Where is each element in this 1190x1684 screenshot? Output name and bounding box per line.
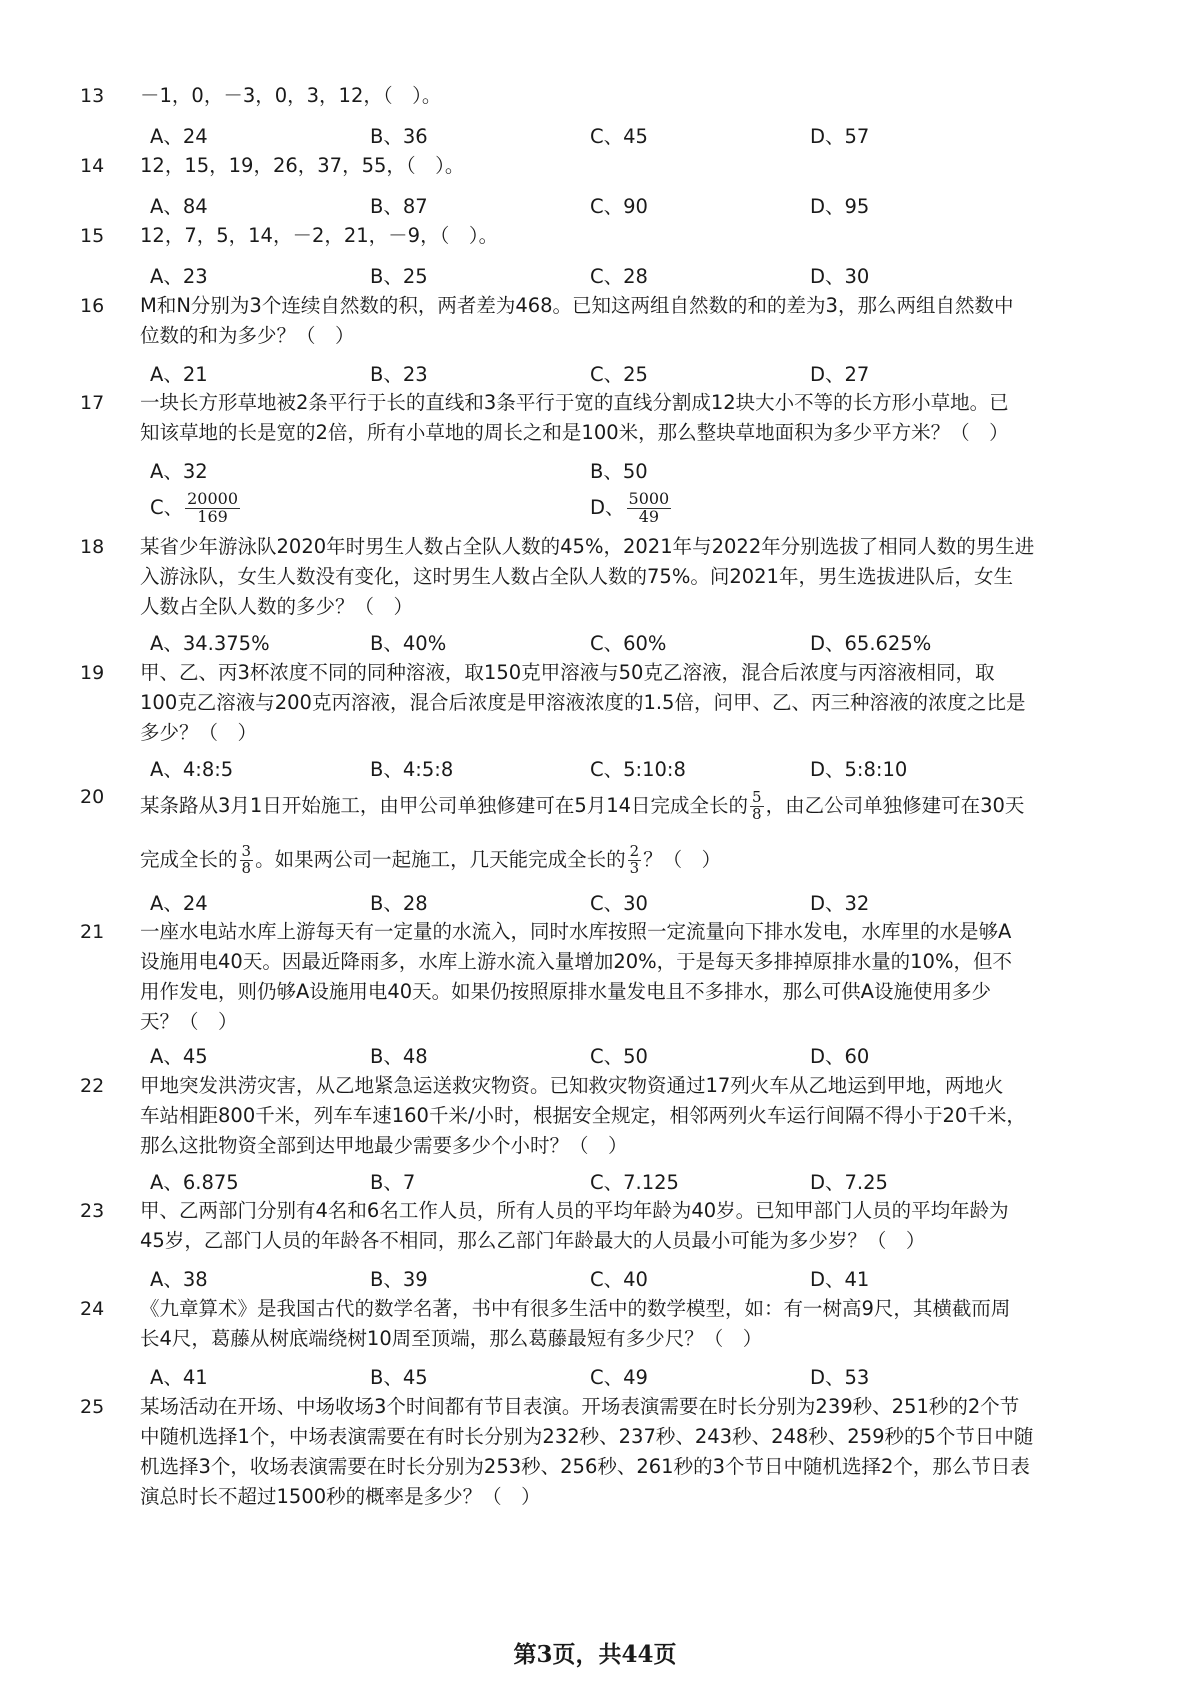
option-d[interactable]: D、30	[810, 265, 870, 288]
option-b[interactable]: B、28	[370, 892, 428, 915]
question-text	[140, 783, 1095, 883]
question-line: 甲地突发洪涝灾害，从乙地紧急运送救灾物资。已知救灾物资通过17列火车从乙地运到甲地，两地火	[140, 1074, 1004, 1097]
question-number: 20	[80, 786, 105, 808]
option-a[interactable]: A、23	[150, 265, 208, 288]
question-text	[140, 1392, 1095, 1512]
fraction	[185, 491, 240, 526]
option-d[interactable]: D、27	[810, 363, 870, 386]
fraction-denominator: 8	[752, 805, 762, 823]
question-line: 甲、乙两部门分别有4名和6名工作人员，所有人员的平均年龄为40岁。已知甲部门人员的平均年龄为	[140, 1199, 1009, 1222]
fraction-denominator: 49	[638, 507, 660, 526]
question-text	[140, 221, 1095, 251]
question-text	[140, 1196, 1095, 1256]
option-c[interactable]: C、28	[590, 265, 648, 288]
option-b[interactable]: B、48	[370, 1045, 428, 1068]
question-text	[140, 917, 1095, 1037]
fraction	[240, 844, 254, 877]
question-line: 用作发电，则仍够A设施用电40天。如果仍按照原排水量发电且不多排水，那么可供A设施使用多少	[140, 980, 991, 1003]
option-c[interactable]: C、45	[590, 125, 648, 148]
question-text	[140, 532, 1095, 622]
option-b[interactable]: B、50	[590, 460, 648, 483]
question-line: －1，0，－3，0，3，12，（ ）。	[140, 84, 442, 107]
question-line: M和N分别为3个连续自然数的积，两者差为468。已知这两组自然数的和的差为3，那么两组自然数中	[140, 294, 1014, 317]
option-c[interactable]: C、7.125	[590, 1171, 679, 1194]
option-a[interactable]: A、41	[150, 1366, 208, 1389]
question-line: 12，15，19，26，37，55，（ ）。	[140, 154, 465, 177]
option-a[interactable]: A、21	[150, 363, 208, 386]
option-a[interactable]: A、38	[150, 1268, 208, 1291]
question-line: 一座水电站水库上游每天有一定量的水流入，同时水库按照一定流量向下排水发电，水库里的水是够A	[140, 920, 1012, 943]
fraction-denominator: 3	[629, 859, 640, 877]
option-a[interactable]: A、45	[150, 1045, 208, 1068]
option-d[interactable]: D、95	[810, 195, 870, 218]
option-d[interactable]: D、60	[810, 1045, 870, 1068]
question-line	[140, 837, 1095, 883]
option-d[interactable]: D、41	[810, 1268, 870, 1291]
question-number: 18	[80, 536, 105, 558]
option-c[interactable]	[150, 486, 242, 530]
option-a[interactable]: A、24	[150, 892, 208, 915]
question-line: 天？（ ）	[140, 1010, 238, 1033]
question-line	[140, 783, 1095, 829]
option-b[interactable]: B、36	[370, 125, 428, 148]
question-line: 某省少年游泳队2020年时男生人数占全队人数的45%，2021年与2022年分别选拔了相同人数的男生进	[140, 535, 1035, 558]
option-d[interactable]: D、7.25	[810, 1171, 888, 1194]
question-text	[140, 658, 1095, 748]
question-line: 入游泳队，女生人数没有变化，这时男生人数占全队人数的75%。问2021年，男生选拔进队后，女生	[140, 565, 1013, 588]
option-c[interactable]: C、50	[590, 1045, 648, 1068]
question-number: 25	[80, 1396, 105, 1418]
fraction-numerator: 2	[629, 842, 640, 861]
question-number: 22	[80, 1075, 105, 1097]
option-c[interactable]: C、40	[590, 1268, 648, 1291]
text-segment: 完成全长的	[140, 848, 238, 871]
fraction-numerator: 3	[241, 842, 252, 861]
question-number: 14	[80, 155, 105, 177]
option-b[interactable]: B、23	[370, 363, 428, 386]
fraction	[628, 844, 642, 877]
question-text	[140, 291, 1095, 351]
option-a[interactable]: A、6.875	[150, 1171, 239, 1194]
option-d[interactable]: D、32	[810, 892, 870, 915]
fraction-denominator: 8	[241, 859, 252, 877]
question-text	[140, 1071, 1095, 1161]
question-line: 12，7，5，14，－2，21，－9，（ ）。	[140, 224, 499, 247]
fraction-numerator: 5	[752, 788, 762, 807]
fraction	[627, 491, 672, 526]
option-d[interactable]: D、53	[810, 1366, 870, 1389]
option-c[interactable]: C、25	[590, 363, 648, 386]
option-b[interactable]: B、25	[370, 265, 428, 288]
question-line: 多少？（ ）	[140, 721, 258, 744]
option-a[interactable]: A、32	[150, 460, 208, 483]
option-a[interactable]: A、34.375%	[150, 632, 270, 655]
question-number: 16	[80, 295, 105, 317]
question-line: 位数的和为多少？（ ）	[140, 324, 355, 347]
option-c-label: C、	[150, 496, 184, 519]
option-b[interactable]: B、40%	[370, 632, 447, 655]
option-d[interactable]: D、65.625%	[810, 632, 932, 655]
fraction-denominator: 169	[197, 507, 228, 526]
question-number: 17	[80, 392, 105, 414]
question-line: 知该草地的长是宽的2倍，所有小草地的周长之和是100米，那么整块草地面积为多少平方米？（ ）	[140, 421, 1009, 444]
text-segment: ，由乙公司单独修建可在30天	[765, 794, 1025, 817]
page-footer: 第3页，共44页	[513, 1641, 677, 1668]
question-number: 19	[80, 662, 105, 684]
question-line: 设施用电40天。因最近降雨多，水库上游水流入量增加20%，于是每天多排掉原排水量的10%，但不	[140, 950, 1012, 973]
question-line: 100克乙溶液与200克丙溶液，混合后浓度是甲溶液浓度的1.5倍，问甲、乙、丙三种溶液的浓度之比是	[140, 691, 1026, 714]
option-c[interactable]: C、5:10:8	[590, 758, 686, 781]
question-text	[140, 1294, 1095, 1354]
option-d[interactable]	[590, 486, 673, 530]
question-number: 15	[80, 225, 105, 247]
question-line: 某场活动在开场、中场收场3个时间都有节目表演。开场表演需要在时长分别为239秒、251秒的2个节	[140, 1395, 1020, 1418]
question-line: 车站相距800千米，列车车速160千米/小时，根据安全规定，相邻两列火车运行间隔不得小于20千米，	[140, 1104, 1026, 1127]
option-b[interactable]: B、7	[370, 1171, 416, 1194]
question-line: 长4尺，葛藤从树底端绕树10周至顶端，那么葛藤最短有多少尺？（ ）	[140, 1327, 763, 1350]
question-number: 23	[80, 1200, 105, 1222]
question-line: 45岁，乙部门人员的年龄各不相同，那么乙部门年龄最大的人员最小可能为多少岁？（ ）	[140, 1229, 926, 1252]
question-line: 甲、乙、丙3杯浓度不同的同种溶液，取150克甲溶液与50克乙溶液，混合后浓度与丙溶液相同，取	[140, 661, 995, 684]
option-c[interactable]: C、90	[590, 195, 648, 218]
option-c[interactable]: C、30	[590, 892, 648, 915]
option-d[interactable]: D、57	[810, 125, 870, 148]
text-segment: 某条路从3月1日开始施工，由甲公司单独修建可在5月14日完成全长的	[140, 794, 749, 817]
question-line: 那么这批物资全部到达甲地最少需要多少个小时？（ ）	[140, 1134, 628, 1157]
question-number: 21	[80, 921, 105, 943]
option-d[interactable]: D、5:8:10	[810, 758, 908, 781]
question-line: 演总时长不超过1500秒的概率是多少？（ ）	[140, 1485, 541, 1508]
question-line: 人数占全队人数的多少？（ ）	[140, 595, 414, 618]
question-line: 机选择3个，收场表演需要在时长分别为253秒、256秒、261秒的3个节日中随机选择2个，那么节日表	[140, 1455, 1030, 1478]
option-b[interactable]: B、87	[370, 195, 428, 218]
question-line: 中随机选择1个，中场表演需要在有时长分别为232秒、237秒、243秒、248秒、259秒的5个节日中随	[140, 1425, 1034, 1448]
question-text	[140, 151, 1095, 181]
text-segment: ？（ ）	[643, 848, 722, 871]
fraction-numerator: 20000	[187, 489, 239, 509]
option-a[interactable]: A、84	[150, 195, 208, 218]
option-a[interactable]: A、24	[150, 125, 208, 148]
text-segment: 。如果两公司一起施工，几天能完成全长的	[255, 848, 626, 871]
option-b[interactable]: B、4:5:8	[370, 758, 454, 781]
fraction-numerator: 5000	[628, 489, 670, 509]
option-a[interactable]: A、4:8:5	[150, 758, 234, 781]
question-text	[140, 388, 1095, 448]
question-line: 一块长方形草地被2条平行于长的直线和3条平行于宽的直线分割成12块大小不等的长方形小草地。已	[140, 391, 1009, 414]
question-text	[140, 81, 1095, 111]
fraction	[750, 790, 764, 823]
option-d-label: D、	[590, 496, 625, 519]
question-number: 13	[80, 85, 105, 107]
option-b[interactable]: B、45	[370, 1366, 428, 1389]
option-b[interactable]: B、39	[370, 1268, 428, 1291]
option-c[interactable]: C、49	[590, 1366, 648, 1389]
question-number: 24	[80, 1298, 105, 1320]
question-line: 《九章算术》是我国古代的数学名著，书中有很多生活中的数学模型，如：有一树高9尺，其横截而周	[140, 1297, 1011, 1320]
option-c[interactable]: C、60%	[590, 632, 667, 655]
